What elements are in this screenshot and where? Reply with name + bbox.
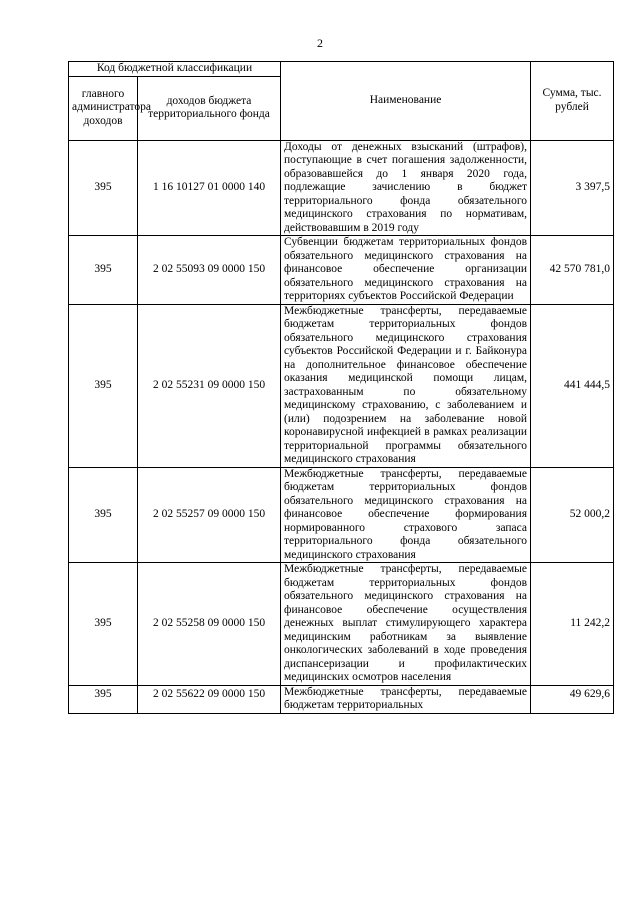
table-row xyxy=(69,304,614,467)
table-row xyxy=(69,236,614,305)
income-code-cell: 1 16 10127 01 0000 140 xyxy=(138,140,281,236)
amount-cell: 42 570 781,0 xyxy=(531,236,614,305)
header-income-code: доходов бюджета территориального фонда xyxy=(138,76,281,140)
amount-cell: 3 397,5 xyxy=(531,140,614,236)
header-row-group xyxy=(69,62,614,77)
amount-cell: 11 242,2 xyxy=(531,563,614,686)
admin-code-cell: 395 xyxy=(69,685,138,713)
name-cell: Межбюджетные трансферты, передаваемые бюджетам территориальных фондов обязательного медицинского страхования на финансовое обеспечение осуществления денежных выплат стимулирующего характера медицинским работникам за выявление онкологических заболеваний в ходе проведения диспансеризации и профилактических медицинских осмотров населения xyxy=(281,563,531,686)
admin-code-cell: 395 xyxy=(69,467,138,563)
table-row xyxy=(69,467,614,563)
table-row xyxy=(69,563,614,686)
name-cell: Субвенции бюджетам территориальных фондов обязательного медицинского страхования на финансовое обеспечение организации обязательного медицинского страхования на территориях субъектов Российской Федерации xyxy=(281,236,531,305)
header-admin: главного администратора доходов xyxy=(69,76,138,140)
income-code-cell: 2 02 55258 09 0000 150 xyxy=(138,563,281,686)
admin-code-cell: 395 xyxy=(69,563,138,686)
name-cell: Межбюджетные трансферты, передаваемые бюджетам территориальных xyxy=(281,685,531,713)
amount-cell: 52 000,2 xyxy=(531,467,614,563)
header-amount: Сумма, тыс. рублей xyxy=(531,62,614,141)
amount-cell: 441 444,5 xyxy=(531,304,614,467)
name-cell: Доходы от денежных взысканий (штрафов), поступающие в счет погашения задолженности, образовавшейся до 1 января 2020 года, подлежащие зачислению в бюджет территориального фонда обязательного медицинского страхования по нормативам, действовавшим в 2019 году xyxy=(281,140,531,236)
income-code-cell: 2 02 55257 09 0000 150 xyxy=(138,467,281,563)
income-code-cell: 2 02 55231 09 0000 150 xyxy=(138,304,281,467)
header-name: Наименование xyxy=(281,62,531,141)
income-code-cell: 2 02 55622 09 0000 150 xyxy=(138,685,281,713)
table-row xyxy=(69,140,614,236)
income-code-cell: 2 02 55093 09 0000 150 xyxy=(138,236,281,305)
admin-code-cell: 395 xyxy=(69,304,138,467)
admin-code-cell: 395 xyxy=(69,236,138,305)
admin-code-cell: 395 xyxy=(69,140,138,236)
name-cell: Межбюджетные трансферты, передаваемые бюджетам территориальных фондов обязательного медицинского страхования субъектов Российской Федерации и г. Байконура на дополнительное финансовое обеспечение оказания медицинской помощи лицам, застрахованным по обязательному медицинскому страхованию, с заболеванием и (или) подозрением на заболевание новой коронавирусной инфекцией в рамках реализации территориальной программы обязательного медицинского страхования xyxy=(281,304,531,467)
budget-income-table xyxy=(68,61,614,714)
amount-cell: 49 629,6 xyxy=(531,685,614,713)
name-cell: Межбюджетные трансферты, передаваемые бюджетам территориальных фондов обязательного медицинского страхования на финансовое обеспечение формирования нормированного страхового запаса территориального фонда обязательного медицинского страхования xyxy=(281,467,531,563)
header-budget-classification: Код бюджетной классификации xyxy=(69,62,281,77)
page-number: 2 xyxy=(317,36,323,50)
table-row xyxy=(69,685,614,713)
